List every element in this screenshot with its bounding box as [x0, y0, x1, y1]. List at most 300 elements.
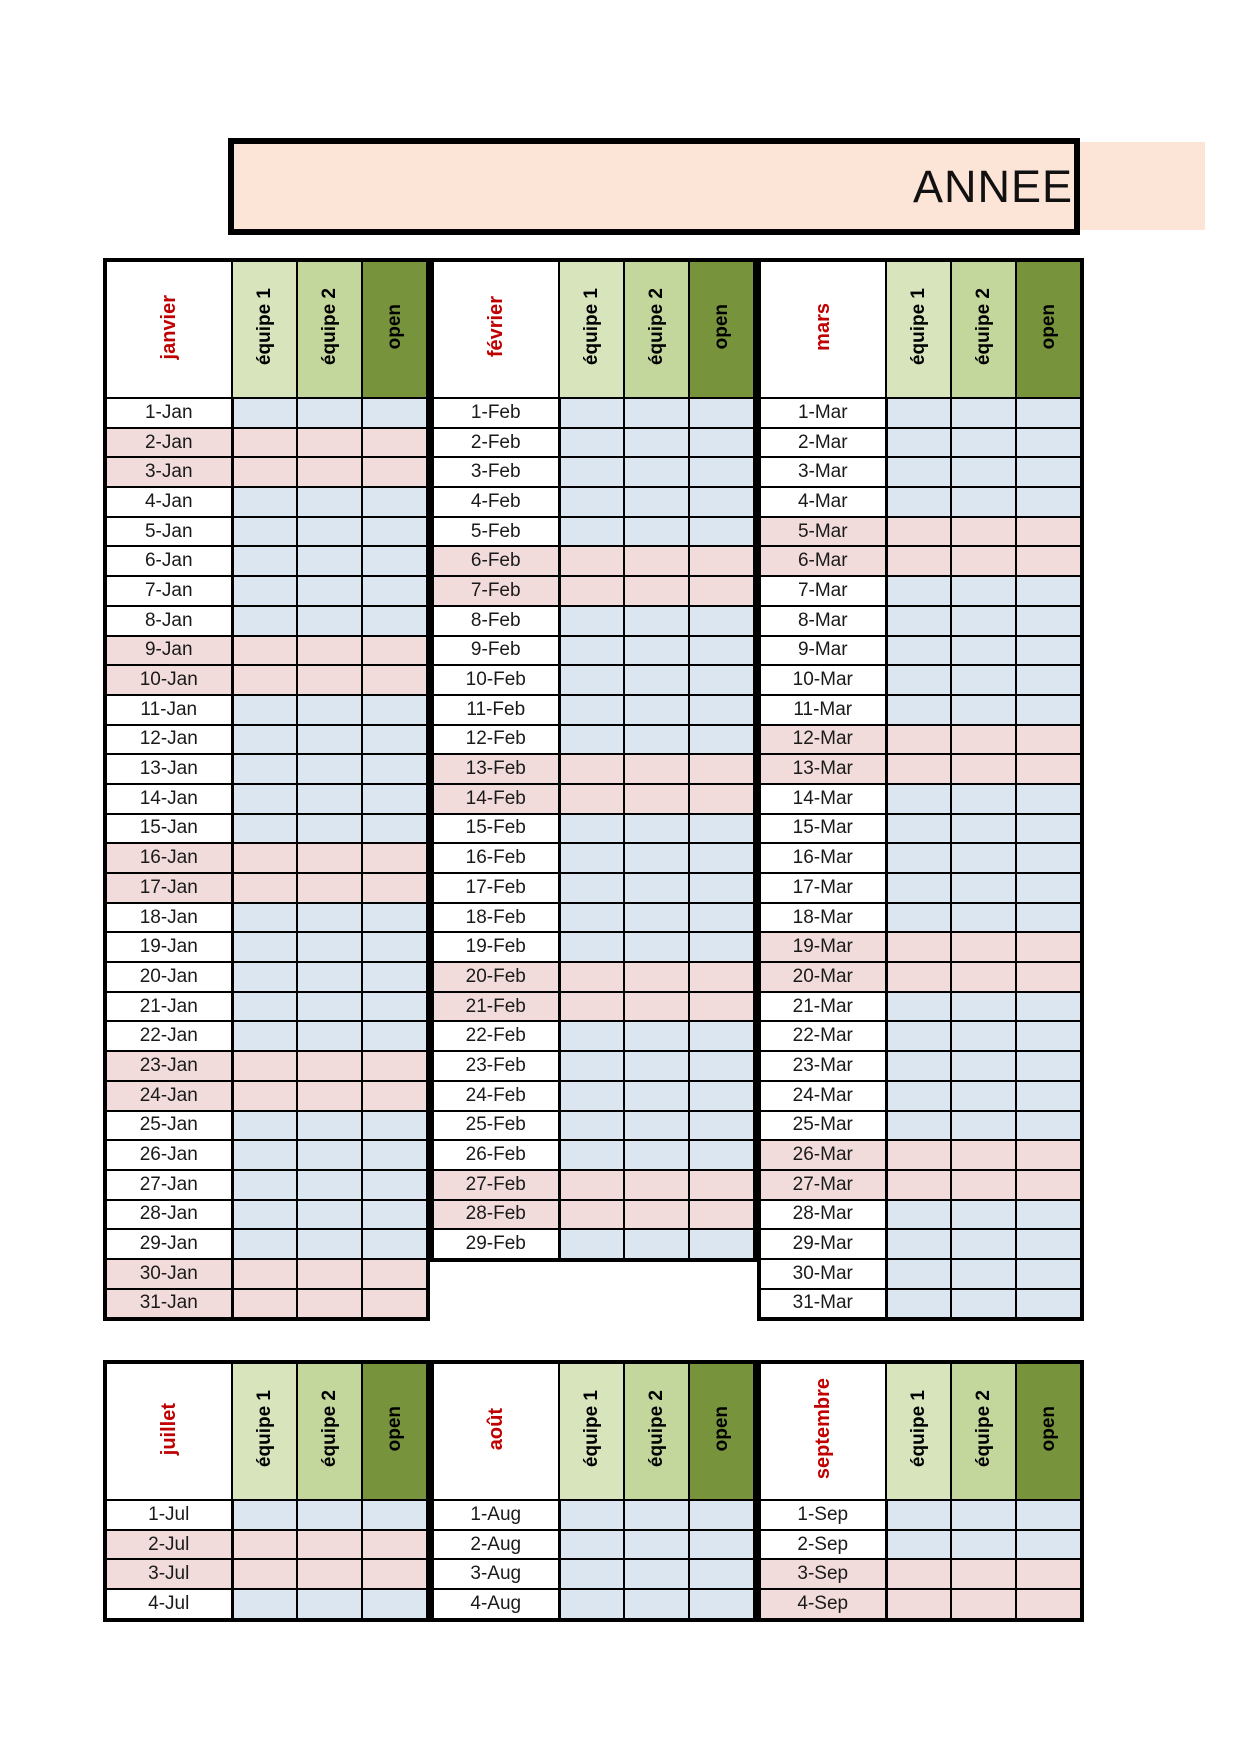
- team1-slot[interactable]: [886, 1081, 951, 1111]
- team1-slot[interactable]: [886, 1051, 951, 1081]
- team1-slot[interactable]: [232, 843, 297, 873]
- team2-slot[interactable]: [297, 1200, 362, 1230]
- team1-slot[interactable]: [232, 1289, 297, 1320]
- team2-slot[interactable]: [624, 754, 689, 784]
- open-slot[interactable]: [689, 398, 755, 428]
- open-slot[interactable]: [362, 546, 428, 576]
- team2-slot[interactable]: [297, 784, 362, 814]
- team1-slot[interactable]: [232, 1200, 297, 1230]
- open-slot[interactable]: [1016, 1259, 1082, 1289]
- team1-slot[interactable]: [886, 1170, 951, 1200]
- team2-slot[interactable]: [951, 814, 1016, 844]
- open-slot[interactable]: [362, 962, 428, 992]
- open-slot[interactable]: [689, 487, 755, 517]
- team2-slot[interactable]: [624, 1140, 689, 1170]
- team1-slot[interactable]: [232, 1500, 297, 1530]
- team1-slot[interactable]: [886, 428, 951, 458]
- open-slot[interactable]: [1016, 754, 1082, 784]
- open-slot[interactable]: [1016, 606, 1082, 636]
- open-slot[interactable]: [1016, 428, 1082, 458]
- team1-slot[interactable]: [232, 1559, 297, 1589]
- team1-slot[interactable]: [232, 1229, 297, 1259]
- team2-slot[interactable]: [951, 517, 1016, 547]
- open-slot[interactable]: [362, 903, 428, 933]
- team2-slot[interactable]: [297, 754, 362, 784]
- open-slot[interactable]: [362, 1589, 428, 1620]
- open-slot[interactable]: [362, 1559, 428, 1589]
- team2-slot[interactable]: [297, 636, 362, 666]
- team2-slot[interactable]: [624, 1589, 689, 1620]
- team1-slot[interactable]: [559, 428, 624, 458]
- team1-slot[interactable]: [232, 606, 297, 636]
- open-slot[interactable]: [1016, 1229, 1082, 1259]
- team1-slot[interactable]: [232, 546, 297, 576]
- open-slot[interactable]: [362, 1081, 428, 1111]
- team2-slot[interactable]: [951, 1140, 1016, 1170]
- team2-slot[interactable]: [624, 487, 689, 517]
- team2-slot[interactable]: [951, 843, 1016, 873]
- open-slot[interactable]: [689, 1021, 755, 1051]
- team2-slot[interactable]: [951, 576, 1016, 606]
- open-slot[interactable]: [1016, 1559, 1082, 1589]
- team1-slot[interactable]: [886, 873, 951, 903]
- team1-slot[interactable]: [232, 903, 297, 933]
- team1-slot[interactable]: [886, 1259, 951, 1289]
- team1-slot[interactable]: [559, 457, 624, 487]
- team1-slot[interactable]: [559, 1559, 624, 1589]
- open-slot[interactable]: [689, 1559, 755, 1589]
- open-slot[interactable]: [362, 1051, 428, 1081]
- open-slot[interactable]: [362, 754, 428, 784]
- team2-slot[interactable]: [624, 725, 689, 755]
- open-slot[interactable]: [689, 992, 755, 1022]
- open-slot[interactable]: [362, 398, 428, 428]
- team2-slot[interactable]: [624, 546, 689, 576]
- team2-slot[interactable]: [624, 665, 689, 695]
- team2-slot[interactable]: [624, 932, 689, 962]
- team1-slot[interactable]: [232, 1111, 297, 1141]
- team2-slot[interactable]: [951, 903, 1016, 933]
- team1-slot[interactable]: [232, 636, 297, 666]
- team2-slot[interactable]: [624, 903, 689, 933]
- team2-slot[interactable]: [951, 962, 1016, 992]
- open-slot[interactable]: [362, 992, 428, 1022]
- open-slot[interactable]: [689, 1589, 755, 1620]
- team1-slot[interactable]: [232, 1081, 297, 1111]
- open-slot[interactable]: [689, 428, 755, 458]
- open-slot[interactable]: [1016, 546, 1082, 576]
- team1-slot[interactable]: [232, 695, 297, 725]
- open-slot[interactable]: [689, 1140, 755, 1170]
- team1-slot[interactable]: [232, 1589, 297, 1620]
- open-slot[interactable]: [362, 1021, 428, 1051]
- open-slot[interactable]: [362, 606, 428, 636]
- team2-slot[interactable]: [297, 814, 362, 844]
- team2-slot[interactable]: [624, 962, 689, 992]
- team1-slot[interactable]: [559, 1200, 624, 1230]
- team2-slot[interactable]: [624, 636, 689, 666]
- open-slot[interactable]: [689, 843, 755, 873]
- team1-slot[interactable]: [559, 1140, 624, 1170]
- team2-slot[interactable]: [297, 992, 362, 1022]
- team1-slot[interactable]: [886, 636, 951, 666]
- team2-slot[interactable]: [951, 428, 1016, 458]
- team1-slot[interactable]: [559, 1081, 624, 1111]
- team1-slot[interactable]: [559, 754, 624, 784]
- open-slot[interactable]: [1016, 962, 1082, 992]
- open-slot[interactable]: [362, 1111, 428, 1141]
- team2-slot[interactable]: [297, 1111, 362, 1141]
- open-slot[interactable]: [362, 1259, 428, 1289]
- team1-slot[interactable]: [232, 398, 297, 428]
- open-slot[interactable]: [362, 1530, 428, 1560]
- team1-slot[interactable]: [886, 754, 951, 784]
- team2-slot[interactable]: [297, 1021, 362, 1051]
- open-slot[interactable]: [1016, 992, 1082, 1022]
- team1-slot[interactable]: [232, 962, 297, 992]
- team1-slot[interactable]: [886, 1559, 951, 1589]
- open-slot[interactable]: [689, 665, 755, 695]
- team2-slot[interactable]: [297, 873, 362, 903]
- team2-slot[interactable]: [951, 1589, 1016, 1620]
- team1-slot[interactable]: [232, 487, 297, 517]
- team1-slot[interactable]: [886, 546, 951, 576]
- team1-slot[interactable]: [232, 1140, 297, 1170]
- team2-slot[interactable]: [624, 457, 689, 487]
- team1-slot[interactable]: [559, 814, 624, 844]
- team2-slot[interactable]: [297, 487, 362, 517]
- open-slot[interactable]: [1016, 843, 1082, 873]
- open-slot[interactable]: [362, 1170, 428, 1200]
- team1-slot[interactable]: [232, 665, 297, 695]
- team1-slot[interactable]: [886, 695, 951, 725]
- team1-slot[interactable]: [559, 606, 624, 636]
- team1-slot[interactable]: [886, 576, 951, 606]
- team2-slot[interactable]: [951, 1229, 1016, 1259]
- team2-slot[interactable]: [624, 992, 689, 1022]
- open-slot[interactable]: [362, 517, 428, 547]
- team1-slot[interactable]: [886, 606, 951, 636]
- team2-slot[interactable]: [297, 428, 362, 458]
- open-slot[interactable]: [689, 576, 755, 606]
- team1-slot[interactable]: [559, 695, 624, 725]
- team1-slot[interactable]: [559, 873, 624, 903]
- team1-slot[interactable]: [232, 1259, 297, 1289]
- team2-slot[interactable]: [951, 695, 1016, 725]
- team2-slot[interactable]: [951, 1500, 1016, 1530]
- open-slot[interactable]: [1016, 1589, 1082, 1620]
- team1-slot[interactable]: [559, 1021, 624, 1051]
- team1-slot[interactable]: [886, 1021, 951, 1051]
- team1-slot[interactable]: [886, 725, 951, 755]
- open-slot[interactable]: [689, 1081, 755, 1111]
- team2-slot[interactable]: [297, 606, 362, 636]
- open-slot[interactable]: [689, 606, 755, 636]
- team1-slot[interactable]: [559, 1589, 624, 1620]
- team1-slot[interactable]: [232, 428, 297, 458]
- team1-slot[interactable]: [559, 1530, 624, 1560]
- team1-slot[interactable]: [232, 873, 297, 903]
- team2-slot[interactable]: [624, 517, 689, 547]
- open-slot[interactable]: [1016, 1051, 1082, 1081]
- team2-slot[interactable]: [624, 1200, 689, 1230]
- team1-slot[interactable]: [886, 1111, 951, 1141]
- team2-slot[interactable]: [297, 1229, 362, 1259]
- open-slot[interactable]: [1016, 695, 1082, 725]
- open-slot[interactable]: [689, 754, 755, 784]
- team2-slot[interactable]: [297, 546, 362, 576]
- open-slot[interactable]: [1016, 487, 1082, 517]
- open-slot[interactable]: [689, 457, 755, 487]
- team1-slot[interactable]: [886, 665, 951, 695]
- team1-slot[interactable]: [232, 932, 297, 962]
- open-slot[interactable]: [1016, 398, 1082, 428]
- open-slot[interactable]: [1016, 1111, 1082, 1141]
- open-slot[interactable]: [362, 1289, 428, 1320]
- team2-slot[interactable]: [951, 1530, 1016, 1560]
- team1-slot[interactable]: [886, 1229, 951, 1259]
- team1-slot[interactable]: [559, 1500, 624, 1530]
- team1-slot[interactable]: [232, 725, 297, 755]
- team1-slot[interactable]: [559, 962, 624, 992]
- team2-slot[interactable]: [624, 428, 689, 458]
- team1-slot[interactable]: [886, 517, 951, 547]
- team1-slot[interactable]: [886, 784, 951, 814]
- team1-slot[interactable]: [559, 517, 624, 547]
- team1-slot[interactable]: [559, 932, 624, 962]
- team2-slot[interactable]: [624, 1500, 689, 1530]
- open-slot[interactable]: [1016, 576, 1082, 606]
- open-slot[interactable]: [1016, 517, 1082, 547]
- team1-slot[interactable]: [232, 992, 297, 1022]
- team1-slot[interactable]: [559, 784, 624, 814]
- open-slot[interactable]: [1016, 903, 1082, 933]
- team2-slot[interactable]: [951, 1081, 1016, 1111]
- team2-slot[interactable]: [297, 725, 362, 755]
- open-slot[interactable]: [689, 784, 755, 814]
- team1-slot[interactable]: [559, 546, 624, 576]
- open-slot[interactable]: [362, 487, 428, 517]
- open-slot[interactable]: [362, 1229, 428, 1259]
- team2-slot[interactable]: [297, 398, 362, 428]
- team1-slot[interactable]: [886, 962, 951, 992]
- team2-slot[interactable]: [951, 725, 1016, 755]
- team2-slot[interactable]: [951, 1170, 1016, 1200]
- team2-slot[interactable]: [297, 843, 362, 873]
- team2-slot[interactable]: [624, 1051, 689, 1081]
- open-slot[interactable]: [689, 695, 755, 725]
- team1-slot[interactable]: [232, 1051, 297, 1081]
- open-slot[interactable]: [362, 873, 428, 903]
- open-slot[interactable]: [362, 1500, 428, 1530]
- team2-slot[interactable]: [297, 517, 362, 547]
- open-slot[interactable]: [362, 1140, 428, 1170]
- team1-slot[interactable]: [559, 1229, 624, 1260]
- team1-slot[interactable]: [559, 1170, 624, 1200]
- team2-slot[interactable]: [297, 1289, 362, 1320]
- team1-slot[interactable]: [886, 1500, 951, 1530]
- team1-slot[interactable]: [886, 398, 951, 428]
- open-slot[interactable]: [362, 784, 428, 814]
- team1-slot[interactable]: [886, 814, 951, 844]
- open-slot[interactable]: [1016, 784, 1082, 814]
- team2-slot[interactable]: [951, 784, 1016, 814]
- team1-slot[interactable]: [559, 576, 624, 606]
- open-slot[interactable]: [1016, 1021, 1082, 1051]
- open-slot[interactable]: [1016, 1170, 1082, 1200]
- team2-slot[interactable]: [951, 487, 1016, 517]
- team1-slot[interactable]: [232, 784, 297, 814]
- open-slot[interactable]: [689, 1229, 755, 1260]
- team2-slot[interactable]: [624, 1170, 689, 1200]
- team2-slot[interactable]: [951, 1021, 1016, 1051]
- open-slot[interactable]: [362, 843, 428, 873]
- team2-slot[interactable]: [951, 665, 1016, 695]
- team2-slot[interactable]: [951, 754, 1016, 784]
- team2-slot[interactable]: [951, 1200, 1016, 1230]
- team2-slot[interactable]: [624, 814, 689, 844]
- open-slot[interactable]: [689, 903, 755, 933]
- team2-slot[interactable]: [951, 932, 1016, 962]
- open-slot[interactable]: [1016, 1081, 1082, 1111]
- team2-slot[interactable]: [951, 873, 1016, 903]
- open-slot[interactable]: [362, 457, 428, 487]
- team1-slot[interactable]: [886, 992, 951, 1022]
- team2-slot[interactable]: [297, 1140, 362, 1170]
- team1-slot[interactable]: [232, 754, 297, 784]
- team2-slot[interactable]: [297, 1051, 362, 1081]
- open-slot[interactable]: [362, 1200, 428, 1230]
- open-slot[interactable]: [1016, 725, 1082, 755]
- team2-slot[interactable]: [624, 1021, 689, 1051]
- team2-slot[interactable]: [297, 932, 362, 962]
- team1-slot[interactable]: [886, 1289, 951, 1320]
- team1-slot[interactable]: [559, 487, 624, 517]
- team2-slot[interactable]: [624, 398, 689, 428]
- open-slot[interactable]: [1016, 1140, 1082, 1170]
- open-slot[interactable]: [362, 665, 428, 695]
- team2-slot[interactable]: [624, 873, 689, 903]
- team2-slot[interactable]: [951, 457, 1016, 487]
- open-slot[interactable]: [689, 636, 755, 666]
- open-slot[interactable]: [1016, 814, 1082, 844]
- team2-slot[interactable]: [297, 1589, 362, 1620]
- open-slot[interactable]: [362, 428, 428, 458]
- team1-slot[interactable]: [559, 398, 624, 428]
- team2-slot[interactable]: [297, 576, 362, 606]
- team2-slot[interactable]: [297, 457, 362, 487]
- team2-slot[interactable]: [624, 576, 689, 606]
- team1-slot[interactable]: [886, 903, 951, 933]
- team2-slot[interactable]: [297, 1170, 362, 1200]
- open-slot[interactable]: [689, 1111, 755, 1141]
- team2-slot[interactable]: [624, 1559, 689, 1589]
- team1-slot[interactable]: [886, 1589, 951, 1620]
- team1-slot[interactable]: [559, 1051, 624, 1081]
- open-slot[interactable]: [689, 725, 755, 755]
- open-slot[interactable]: [689, 1500, 755, 1530]
- team2-slot[interactable]: [951, 992, 1016, 1022]
- open-slot[interactable]: [1016, 636, 1082, 666]
- team2-slot[interactable]: [951, 1559, 1016, 1589]
- team2-slot[interactable]: [297, 665, 362, 695]
- team2-slot[interactable]: [951, 1051, 1016, 1081]
- open-slot[interactable]: [1016, 873, 1082, 903]
- team1-slot[interactable]: [886, 457, 951, 487]
- open-slot[interactable]: [362, 725, 428, 755]
- team2-slot[interactable]: [297, 695, 362, 725]
- team1-slot[interactable]: [232, 576, 297, 606]
- team1-slot[interactable]: [232, 517, 297, 547]
- team1-slot[interactable]: [232, 814, 297, 844]
- team1-slot[interactable]: [232, 1170, 297, 1200]
- open-slot[interactable]: [689, 1530, 755, 1560]
- team2-slot[interactable]: [951, 398, 1016, 428]
- team2-slot[interactable]: [297, 1081, 362, 1111]
- team2-slot[interactable]: [951, 606, 1016, 636]
- team1-slot[interactable]: [886, 1200, 951, 1230]
- team2-slot[interactable]: [624, 784, 689, 814]
- team2-slot[interactable]: [624, 1111, 689, 1141]
- team1-slot[interactable]: [886, 1530, 951, 1560]
- open-slot[interactable]: [1016, 932, 1082, 962]
- open-slot[interactable]: [1016, 1200, 1082, 1230]
- team2-slot[interactable]: [951, 1289, 1016, 1320]
- team1-slot[interactable]: [559, 636, 624, 666]
- team2-slot[interactable]: [951, 546, 1016, 576]
- open-slot[interactable]: [1016, 1289, 1082, 1320]
- team1-slot[interactable]: [559, 725, 624, 755]
- open-slot[interactable]: [689, 1170, 755, 1200]
- team2-slot[interactable]: [951, 1111, 1016, 1141]
- team1-slot[interactable]: [232, 1530, 297, 1560]
- open-slot[interactable]: [689, 546, 755, 576]
- team1-slot[interactable]: [559, 843, 624, 873]
- open-slot[interactable]: [362, 576, 428, 606]
- team1-slot[interactable]: [232, 457, 297, 487]
- team1-slot[interactable]: [559, 903, 624, 933]
- open-slot[interactable]: [689, 873, 755, 903]
- team1-slot[interactable]: [886, 1140, 951, 1170]
- team1-slot[interactable]: [559, 992, 624, 1022]
- team1-slot[interactable]: [232, 1021, 297, 1051]
- team1-slot[interactable]: [559, 665, 624, 695]
- open-slot[interactable]: [1016, 1500, 1082, 1530]
- open-slot[interactable]: [689, 814, 755, 844]
- open-slot[interactable]: [689, 1200, 755, 1230]
- team1-slot[interactable]: [886, 932, 951, 962]
- team2-slot[interactable]: [297, 1530, 362, 1560]
- open-slot[interactable]: [1016, 665, 1082, 695]
- open-slot[interactable]: [362, 695, 428, 725]
- open-slot[interactable]: [1016, 1530, 1082, 1560]
- open-slot[interactable]: [362, 636, 428, 666]
- team2-slot[interactable]: [624, 1081, 689, 1111]
- team2-slot[interactable]: [297, 962, 362, 992]
- open-slot[interactable]: [362, 932, 428, 962]
- open-slot[interactable]: [689, 932, 755, 962]
- team2-slot[interactable]: [624, 1530, 689, 1560]
- open-slot[interactable]: [689, 1051, 755, 1081]
- team1-slot[interactable]: [886, 843, 951, 873]
- team2-slot[interactable]: [297, 1259, 362, 1289]
- team2-slot[interactable]: [624, 606, 689, 636]
- team2-slot[interactable]: [951, 1259, 1016, 1289]
- team2-slot[interactable]: [297, 1500, 362, 1530]
- team2-slot[interactable]: [297, 903, 362, 933]
- open-slot[interactable]: [1016, 457, 1082, 487]
- open-slot[interactable]: [362, 814, 428, 844]
